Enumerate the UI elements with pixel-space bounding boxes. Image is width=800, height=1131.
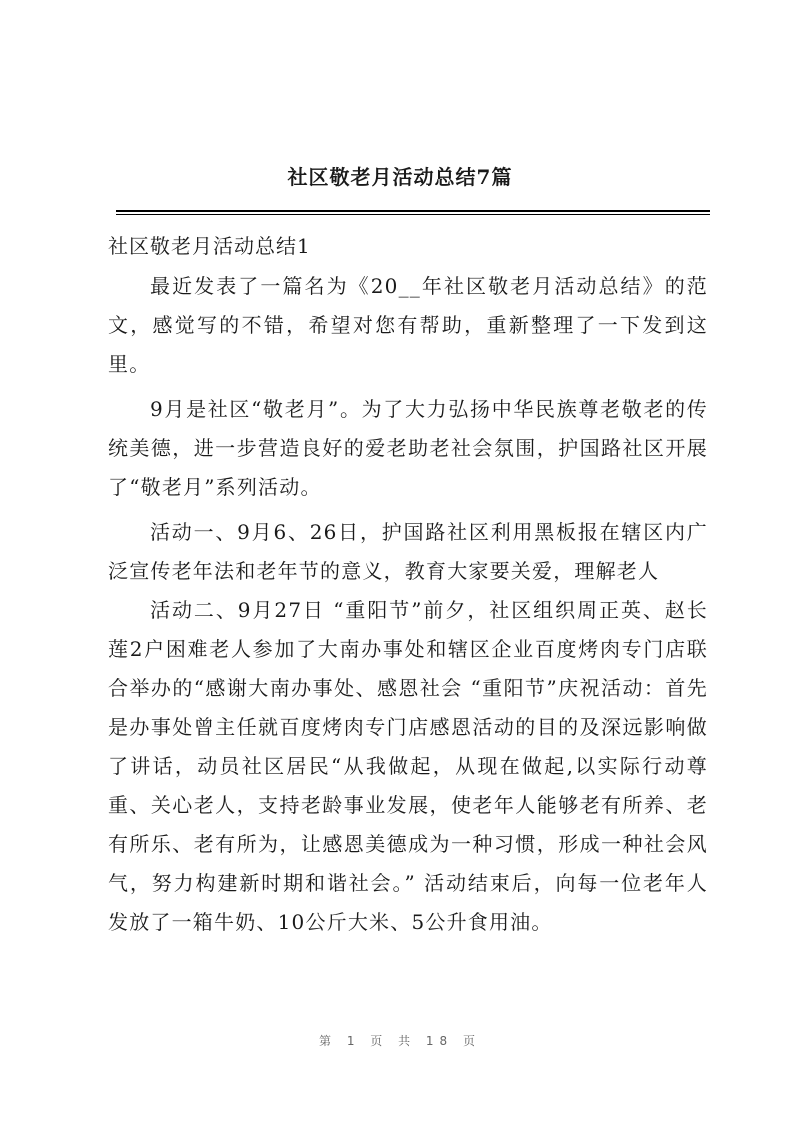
document-body <box>108 267 708 942</box>
title-divider <box>116 210 710 212</box>
title-divider-thin <box>116 214 710 215</box>
paragraph-intro: 最近发表了一篇名为《20__年社区敬老月活动总结》的范文，感觉写的不错，希望对您有帮助，重新整理了一下发到这里。 <box>108 274 708 376</box>
paragraph-activity-one: 活动一、9月6、26日，护国路社区利用黑板报在辖区内广泛宣传老年法和老年节的意义，教育大家要关爱，理解老人 <box>108 520 708 583</box>
page-number-footer: 第 1 页 共 18 页 <box>319 1034 481 1048</box>
section-heading: 社区敬老月活动总结1 <box>108 234 311 258</box>
paragraph-respect-month: 9月是社区“敬老月”。为了大力弘扬中华民族尊老敬老的传统美德，进一步营造良好的爱老助老社会氛围，护国路社区开展了“敬老月”系列活动。 <box>108 397 708 499</box>
document-title: 社区敬老月活动总结7篇 <box>287 165 513 189</box>
paragraph-activity-two: 活动二、9月27日 “重阳节”前夕，社区组织周正英、赵长莲2户困难老人参加了大南办事处和辖区企业百度烤肉专门店联合举办的“感谢大南办事处、感恩社会 “重阳节”庆祝活动：首先是办事处曾主任就百度烤肉专门店感恩活动的目的及深远影响做了讲话，动员社区居民“从我做起，从现在做起,以实际行动尊重、关心老人，支持老龄事业发展，使老年人能够老有所养、老有所乐、老有所为，让感恩美德成为一种习惯，形成一种社会风气，努力构建新时期和谐社会。” 活动结束后，向每一位老年人发放了一箱牛奶、10公斤大米、5公升食用油。 <box>108 598 708 934</box>
